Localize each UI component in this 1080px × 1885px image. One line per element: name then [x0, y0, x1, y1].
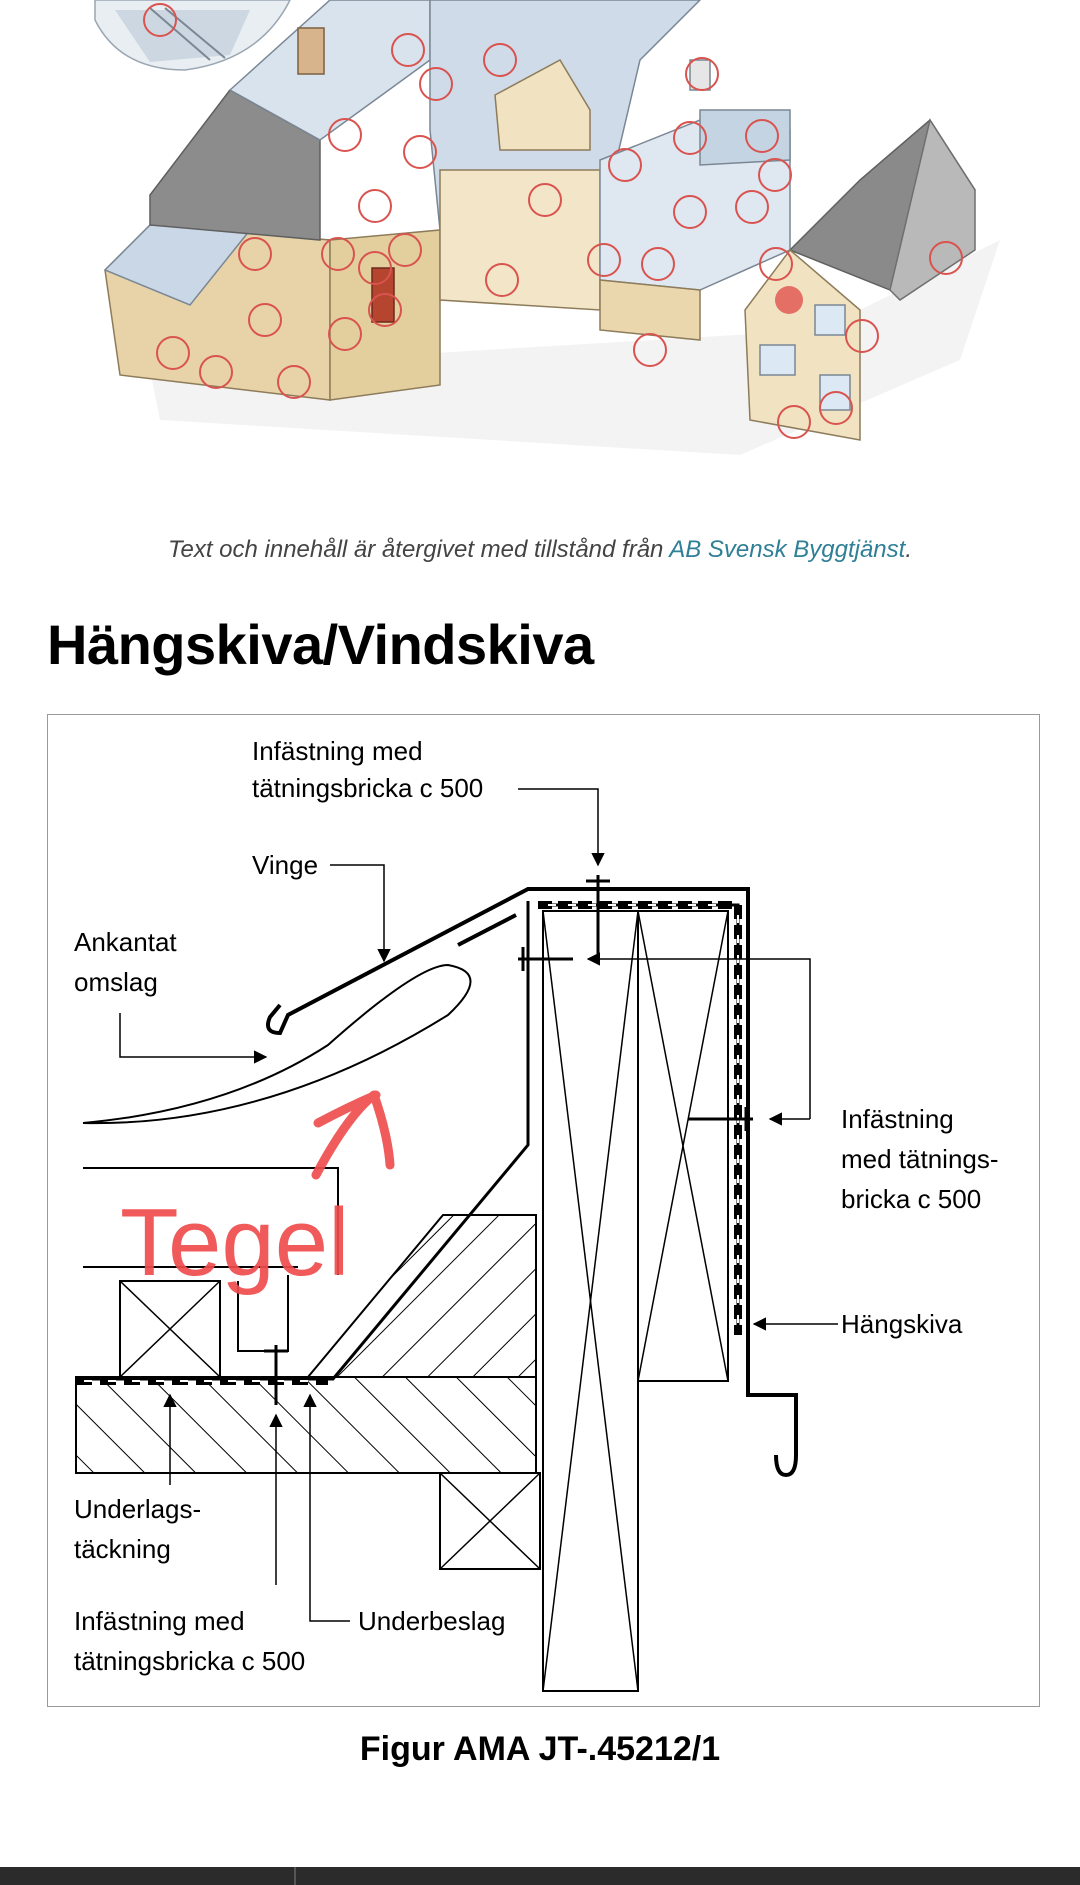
figure-caption: Figur AMA JT-.45212/1 [359, 1730, 721, 1768]
label-hangskiva: Hängskiva [841, 1309, 963, 1339]
credit-text: Text och innehåll är återgivet med tillstånd från [168, 536, 664, 563]
label-fastening-top-1: Infästning med [252, 736, 423, 766]
label-vinge: Vinge [252, 850, 319, 880]
label-fastening-bottom-1: Infästning med [74, 1606, 245, 1636]
bottom-bar-divider [294, 1867, 296, 1885]
label-ankantat-2: omslag [74, 967, 158, 997]
house-illustration [0, 0, 1080, 470]
label-fastening-right-3: bricka c 500 [841, 1184, 982, 1214]
credit-suffix: . [905, 536, 912, 563]
inset-detail-image [95, 0, 290, 70]
handwritten-annotation [120, 1095, 390, 1296]
credit-caption [0, 536, 1080, 564]
bottom-navigation-bar [0, 1867, 1080, 1885]
credit-link[interactable]: AB Svensk Byggtjänst [669, 536, 906, 563]
label-fastening-right-1: Infästning [841, 1104, 954, 1134]
label-underbeslag: Underbeslag [358, 1606, 506, 1636]
annotation-text: Tegel [120, 1189, 350, 1296]
label-fastening-bottom-2: tätningsbricka c 500 [74, 1646, 306, 1676]
label-fastening-top-2: tätningsbricka c 500 [252, 773, 484, 803]
label-ankantat-1: Ankantat [74, 927, 177, 957]
detail-diagram [48, 715, 1038, 1705]
label-underlag-2: täckning [74, 1534, 171, 1564]
detail-diagram-frame [47, 714, 1040, 1707]
fascia-board [543, 911, 728, 1691]
section-heading: Hängskiva/Vindskiva [47, 613, 594, 676]
label-fastening-right-2: med tätnings- [841, 1144, 999, 1174]
label-underlag-1: Underlags- [74, 1494, 202, 1524]
